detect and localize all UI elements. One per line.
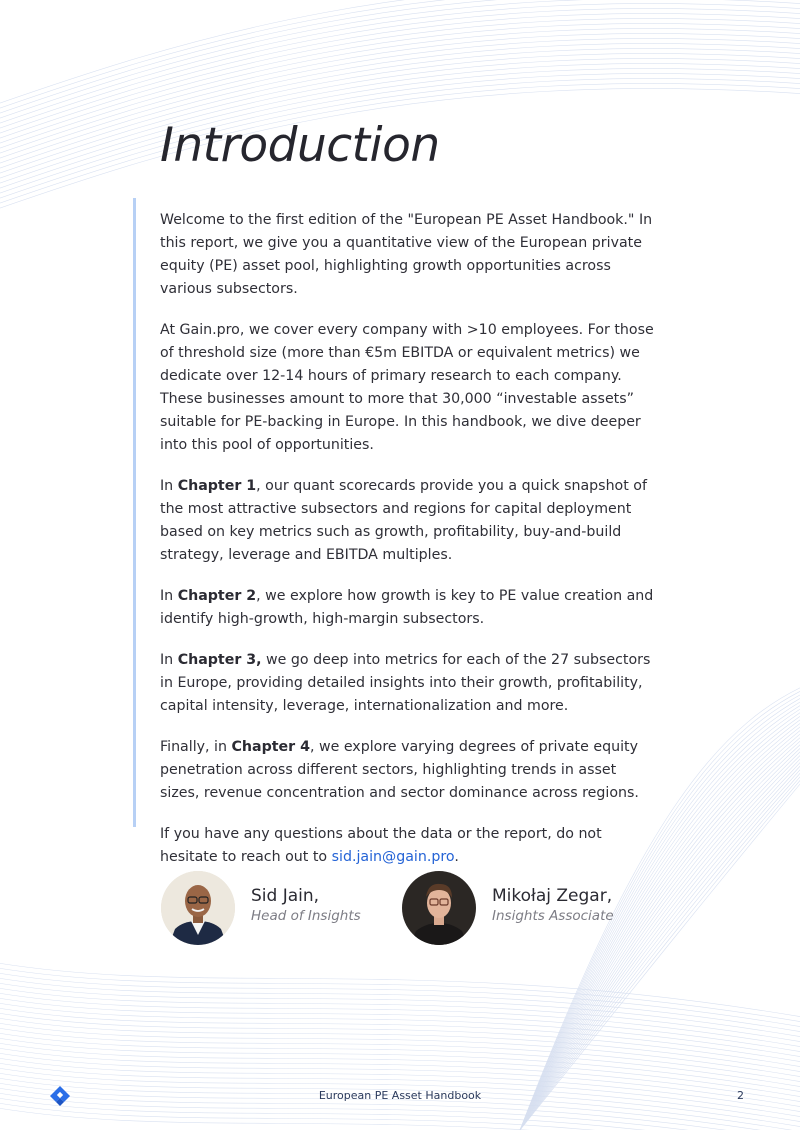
chapter-reference: Chapter 4 (231, 739, 310, 755)
intro-paragraph (160, 319, 660, 457)
intro-paragraph (160, 823, 660, 869)
page-title: Introduction (160, 118, 440, 173)
content-accent-bar (133, 198, 136, 827)
paragraph-text: , our quant scorecards provide you a quick snapshot of the most attractive subsectors and regions for capital deployment based on key metrics such as growth, profitability, buy-and-build strategy, leverage and EBITDA multiples. (160, 478, 647, 563)
intro-paragraph (160, 585, 660, 631)
paragraph-text: . (454, 849, 459, 865)
chapter-reference: Chapter 3, (177, 652, 262, 668)
intro-paragraph (160, 475, 660, 567)
author-role: Insights Associate (492, 908, 614, 924)
paragraph-text: In (160, 588, 178, 604)
author-name: Sid Jain, (251, 886, 320, 906)
contact-email-link[interactable]: sid.jain@gain.pro (331, 849, 455, 865)
intro-paragraph (160, 209, 660, 301)
avatar-photo-icon (161, 871, 235, 945)
chapter-reference: Chapter 1 (177, 478, 257, 494)
paragraph-text: At Gain.pro, we cover every company with >10 employees. For those of threshold size (more than €5m EBITDA or equivalent metrics) we dedicate over 12-14 hours of primary research to each company. These businesses amount to more that 30,000 “investable assets” suitable for PE-backing in Europe. In this handbook, we dive deeper into this pool of opportunities. (160, 322, 654, 453)
page-number: 2 (737, 1089, 744, 1102)
author-role: Head of Insights (251, 908, 361, 924)
paragraph-text: In (160, 652, 178, 668)
paragraph-text: Finally, in (160, 739, 232, 755)
avatar-photo-icon (402, 871, 476, 945)
intro-body (160, 209, 660, 887)
paragraph-text: In (160, 478, 178, 494)
footer-document-title: European PE Asset Handbook (318, 1089, 482, 1102)
paragraph-text: Welcome to the first edition of the "European PE Asset Handbook." In this report, we give you a quantitative view of the European private equity (PE) asset pool, highlighting growth opportunities across various subsectors. (160, 212, 653, 297)
chapter-reference: Chapter 2 (177, 588, 257, 604)
paragraph-text: , we explore varying degrees of private equity penetration across different sectors, highlighting trends in asset sizes, revenue concentration and sector dominance across regions. (160, 739, 639, 801)
intro-paragraph (160, 736, 660, 805)
author-avatar-sid-jain (161, 871, 235, 945)
paragraph-text: , we explore how growth is key to PE value creation and identify high-growth, high-margin subsectors. (160, 588, 654, 627)
paragraph-text: If you have any questions about the data or the report, do not hesitate to reach out to (160, 826, 602, 865)
intro-paragraph (160, 649, 660, 718)
author-name: Mikołaj Zegar, (492, 886, 613, 906)
paragraph-text: we go deep into metrics for each of the 27 subsectors in Europe, providing detailed insights into their growth, profitability, capital intensity, leverage, internationalization and more. (160, 652, 651, 714)
author-avatar-mikolaj-zegar (402, 871, 476, 945)
